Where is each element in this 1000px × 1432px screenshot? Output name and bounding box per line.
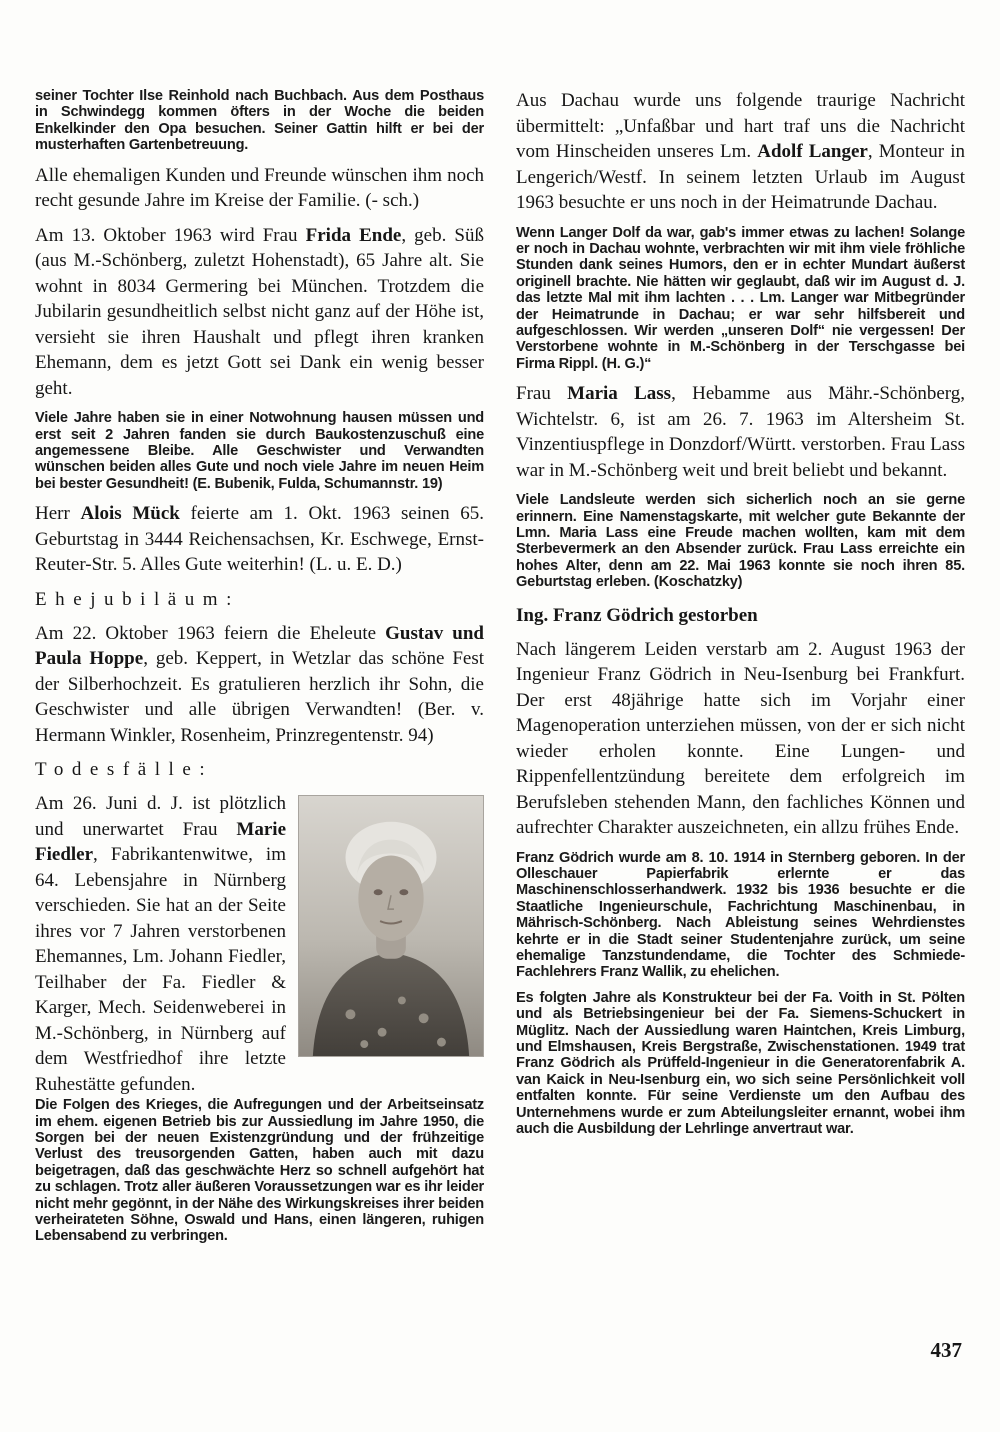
note-goedrich-bio-2: Es folgten Jahre als Konstrukteur bei der Fa. Voith in St. Pölten und als Betriebsingenieur bei der Fa. Siemens-Schuckert in Müglitz. Nach der Aussiedlung waren Haintchen, Kreis Limburg, und Elmshausen, Kreis Bergstraße, Zwischenstationen. 1949 trat Franz Gödrich als Prüffeld-Ingenieur in die Generatorenfabrik A. van Kaick in Neu-Isenburg ein, wo sich seine Persönlichkeit voll entfalten konnte. Für seine Verdienste um den Aufbau des Unternehmens wurde er zum Abteilungsleiter ernannt, wobei ihm auch die Ausbildung der Lehrlinge anvertraut war. (516, 989, 965, 1138)
text-before-name: Am 13. Oktober 1963 wird Frau (35, 224, 306, 246)
page-number: 437 (930, 1338, 962, 1362)
text-before-name: Herr (35, 503, 81, 525)
text-after-name: , geb. Süß (aus M.-Schönberg, zuletzt Hohenstadt), 65 Jahre alt. Sie wohnt in 8034 Germering bei München. Trotzdem die Jubilarin gesundheitlich selbst nicht ganz auf der Höhe ist, versieht sie ihren Haushalt und pflegt ihren kranken Ehemann, dem es jetzt Gott sei Dank ein wenig besser geht. (35, 224, 484, 399)
text-before-name: Am 26. Juni d. J. ist plötzlich und unerwartet Frau (35, 793, 286, 840)
text-after-name: , Hebamme aus Mähr.-Schönberg, Wichtelstr. 6, ist am 26. 7. 1963 im Altersheim St. Vinzentiuspflege in Donzdorf/Württ. verstorben. Frau Lass war in M.-Schönberg weit und breit beliebt und bekannt. (516, 383, 965, 481)
person-name-hoppe: Gustav und Paula Hoppe (35, 622, 484, 670)
note-gartenbetreuung: seiner Tochter Ilse Reinhold nach Buchbach. Aus dem Posthaus in Schwindegg kommen öfters in der Woche die beiden Enkelkinder den Opa besuchen. Seiner Gattin hilft er bei der musterhaften Gartenbetreuung. (35, 88, 484, 154)
para-alois-mueck (35, 501, 484, 578)
person-name-frida-ende: Frida Ende (305, 224, 402, 246)
note-notwohnung: Viele Jahre haben sie in einer Notwohnung hausen müssen und erst seit 2 Jahren fanden sie durch Baukostenzuschuß eine angemessene Bleibe. Alle Geschwister und Verwandten wünschen beiden alles Gute und noch viele Jahre im neuen Heim bei bester Gesundheit! (E. Bubenik, Fulda, Schumannstr. 19) (35, 410, 484, 492)
para-kunden-freunde: Alle ehemaligen Kunden und Freunde wünschen ihm noch recht gesunde Jahre im Kreise der Familie. (- sch.) (35, 164, 484, 212)
text-before-name: Am 22. Oktober 1963 feiern die Eheleute (35, 622, 386, 644)
person-name-marie-fiedler: Marie Fiedler (35, 818, 286, 866)
person-name-adolf-langer: Adolf Langer (757, 141, 868, 162)
text-before-name: Frau (516, 383, 568, 405)
heading-ehejubilaeum: Ehejubiläum: (35, 588, 240, 610)
person-name-alois-mueck: Alois Mück (80, 503, 180, 525)
note-goedrich-bio-1: Franz Gödrich wurde am 8. 10. 1914 in Sternberg geboren. In der Olleschauer Papierfabrik erlernte er das Maschinenschlosserhandwerk. 1932 bis 1936 besuchte er die Staatliche Ingenieurschule, Fachrichtung Maschinenbau, in Mährisch-Schönberg. Nach Ableistung seines Wehrdienstes kehrte er in die Stadt seiner Studentenjahre zurück, um seine ehemalige Tanzstundendame, die Tochter des Schmiede-Fachlehrers Franz Wallik, zu ehelichen. (516, 849, 965, 981)
text-after-name: , Monteur in Lengerich/Westf. In seinem letzten Urlaub im August 1963 besuchte er uns noch in der Heimatrunde Dachau. (516, 141, 965, 213)
text-before-name: Aus Dachau wurde uns folgende traurige Nachricht übermittelt: „Unfaßbar und hart traf uns die Nachricht vom Hinscheiden unseres Lm. (516, 90, 965, 162)
two-column-layout (35, 88, 965, 1254)
text-after-name: , geb. Keppert, in Wetzlar das schöne Fest der Silberhochzeit. Es gratulieren herzlich ihr Sohn, die Geschwister und alle übrigen Verwandten! (Ber. v. Hermann Winkler, Rosenheim, Prinzregentenstr. 94) (35, 648, 484, 746)
heading-todesfaelle: Todesfälle: (35, 759, 214, 781)
person-name-maria-lass: Maria Lass (567, 383, 672, 405)
para-frida-ende (35, 223, 484, 402)
portrait-photo-graphic (299, 796, 483, 1056)
note-langer-dolf: Wenn Langer Dolf da war, gab's immer etwas zu lachen! Solange er noch in Dachau wohnte, verbrachten wir mit ihm viele fröhliche Stunden dank seines Humors, den er in echter Mundart äußerst originell brachte. Nie hätten wir geglaubt, daß wir im August d. J. das letzte Mal mit ihm lachten . . . Lm. Langer war Mitbegründer der Heimatrunde in Dachau; er war sehr hilfsbereit und aufgeschlossen. Wir werden „unseren Dolf“ nie vergessen! Der Verstorbene wohnte in M.-Schönberg in der Terschgasse bei Firma Rippl. (H. G.)“ (516, 224, 965, 372)
right-column (516, 88, 965, 1254)
para-maria-lass (516, 381, 965, 483)
note-maria-lass: Viele Landsleute werden sich sicherlich noch an sie gerne erinnern. Eine Namenstagskarte, mit welcher gute Bekannte der Lmn. Maria Lass eine Freude machen wollten, kam mit dem Sterbevermerk an den Absender zurück. Frau Lass erreichte ein hohes Alter, denn am 22. Mai 1963 konnte sie noch ihren 85. Geburtstag erleben. (Koschatzky) (516, 492, 965, 591)
heading-goedrich-gestorben: Ing. Franz Gödrich gestorben (516, 604, 758, 626)
left-column (35, 88, 484, 1254)
text-after-name: , Fabrikantenwitwe, im 64. Lebensjahre in Nürnberg verschieden. Sie hat an der Seite ihres vor 7 Jahren verstorbenen Ehemannes, Lm. Johann Fiedler, Teilhaber der Fa. Fiedler & Karger, Mech. Seidenweberei in M.-Schönberg, in Nürnberg auf dem Westfriedhof ihre letzte Ruhestätte gefunden. (35, 844, 286, 1095)
para-goedrich-obituary: Nach längerem Leiden verstarb am 2. August 1963 der Ingenieur Franz Gödrich in Neu-Isenburg bei Frankfurt. Der erst 48jährige hatte sich im Vorjahr einer Magenoperation unterziehen müssen, von der er sich nicht wieder erholen konnte. Eine Lungen- und Rippenfellentzündung bereitete dem erfolgreich im Berufsleben stehenden Mann, den fachliches Können und aufrechter Charakter auszeichneten, ein allzu frühes Ende. (516, 638, 965, 839)
portrait-photo (298, 795, 484, 1057)
para-marie-fiedler (35, 791, 484, 1097)
para-adolf-langer (516, 88, 965, 216)
note-kriegsfolgen: Die Folgen des Krieges, die Aufregungen und der Arbeitseinsatz im ehem. eigenen Betrieb bis zur Aussiedlung im Jahre 1950, die Sorgen bei der neuen Existenzgründung und der frühzeitige Verlust des treusorgenden Gatten, haben auch mit dazu beigetragen, daß das geschwächte Herz so schnell aufgehört hat zu schlagen. Trotz aller äußeren Voraussetzungen war es ihr leider nicht mehr gegönnt, in der Nähe des Wirkungskreises ihrer beiden verheirateten Söhne, Oswald und Hans, einen längeren, ruhigen Lebensabend zu verbringen. (35, 1097, 484, 1245)
para-hoppe-silberhochzeit (35, 621, 484, 749)
text-after-name: feierte am 1. Okt. 1963 seinen 65. Geburtstag in 3444 Reichensachsen, Kr. Eschwege, Ernst-Reuter-Str. 5. Alles Gute weiterhin! (L. u. E. D.) (35, 503, 484, 576)
